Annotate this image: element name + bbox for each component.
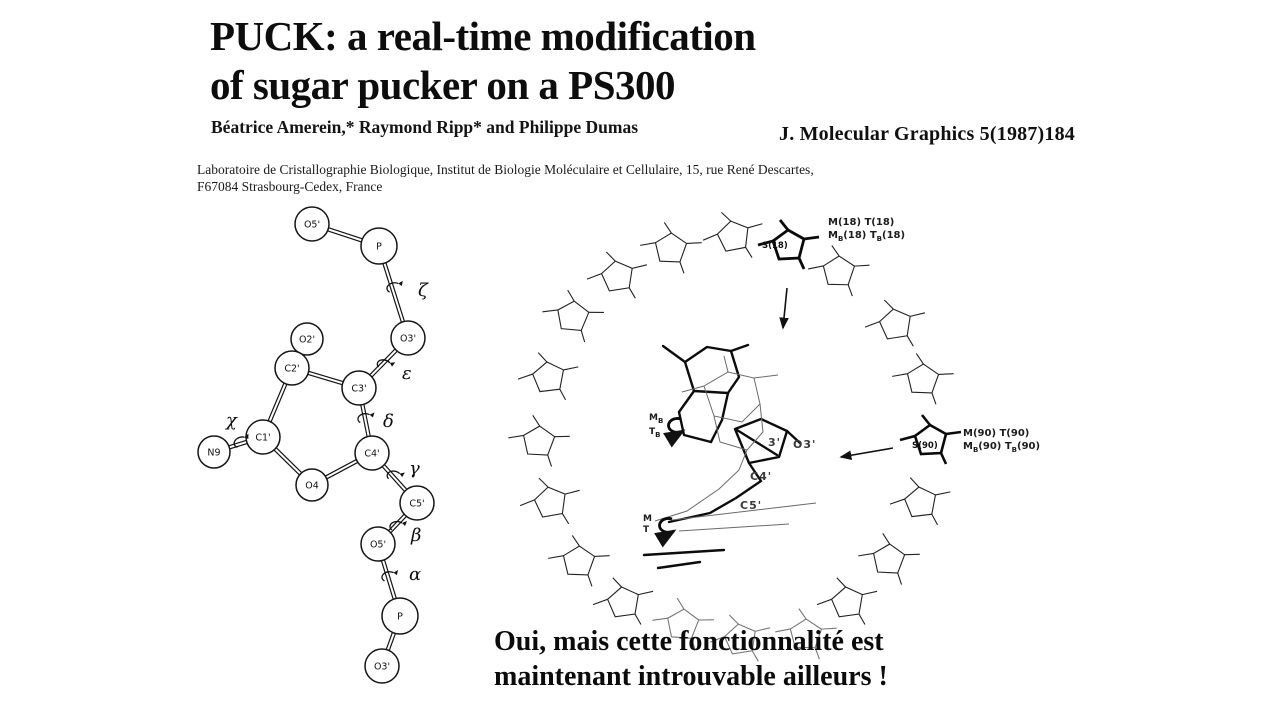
sugar-conformer: [546, 533, 611, 587]
svg-text:C1': C1': [255, 432, 271, 444]
atom-N9: [198, 436, 230, 468]
wheel-right-label-line2: $M_B(90)$ $T_B(90)$: [963, 441, 1041, 454]
atom-C5p: [400, 486, 434, 520]
sugar-conformer: [591, 574, 656, 628]
sugar-conformer: [890, 351, 955, 405]
svg-text:O5': O5': [369, 539, 387, 551]
french-remark-line2: maintenant introuvable ailleurs !: [494, 661, 888, 692]
torsion-label-epsilon: ε: [402, 363, 412, 384]
wheel-mt-label: M T: [643, 514, 652, 535]
wheel-s18-label: S(18): [762, 241, 788, 251]
svg-text:O4: O4: [305, 480, 319, 492]
torsion-label-gamma: γ: [409, 458, 420, 479]
wheel-top-label: [828, 216, 905, 246]
svg-text:O5': O5': [303, 219, 321, 231]
central-molecule-thick: [644, 345, 800, 568]
journal-reference: J. Molecular Graphics 5(1987)184: [779, 123, 1075, 145]
torsion-label-delta: δ: [383, 411, 394, 432]
sugar-conformer: [856, 531, 922, 586]
sugar-conformer: [539, 287, 606, 344]
atom-C3p: [342, 371, 376, 405]
sugar-conformer: [888, 475, 952, 528]
arrow-from-s90: [841, 448, 893, 457]
svg-text:O3': O3': [373, 661, 391, 673]
wheel-right-label: [963, 427, 1040, 457]
wheel-mbtb-label: $M_B$ $T_B$: [649, 413, 664, 439]
sugar-ring-conformers: [506, 207, 961, 666]
sugar-conformer: [862, 296, 928, 351]
svg-text:N9: N9: [207, 447, 221, 459]
atom-O5p-top: [295, 207, 329, 241]
paper-title-line2: of sugar pucker on a PS300: [210, 62, 676, 108]
torsion-label-alpha: α: [409, 564, 422, 585]
arrow-from-s18: [783, 288, 787, 328]
atom-P-top: [361, 228, 397, 264]
paper-authors: Béatrice Amerein,* Raymond Ripp* and Philippe Dumas: [211, 117, 638, 137]
atom-C1p: [246, 420, 280, 454]
svg-text:P: P: [376, 241, 382, 253]
sugar-conformer: [516, 350, 580, 403]
pointer-arrows: [783, 288, 893, 457]
sugar-conformer: [506, 413, 572, 468]
french-remark: [494, 624, 974, 694]
affiliation-line2: F67084 Strasbourg-Cedex, France: [197, 179, 383, 194]
paper-title-line1: PUCK: a real-time modification: [210, 13, 756, 59]
pseudorotation-wheel: [506, 207, 961, 666]
atom-O3p-mid: [391, 321, 425, 355]
sugar-conformer: [700, 207, 767, 264]
wheel-top-label-line1: M(18) T(18): [828, 217, 895, 228]
wheel-top-label-line2: $M_B(18)$ $T_B(18)$: [828, 230, 906, 243]
wheel-right-label-line1: M(90) T(90): [963, 428, 1030, 439]
svg-text:C3': C3': [351, 383, 367, 395]
svg-text:C4': C4': [364, 448, 380, 460]
atom-P-bottom: [382, 598, 418, 634]
sugar-conformer: [815, 574, 880, 628]
torsion-label-beta: β: [411, 525, 422, 546]
svg-text:O3': O3': [399, 333, 417, 345]
backbone-diagram: [198, 207, 434, 683]
sugar-conformer: [584, 248, 650, 303]
paper-title: [210, 12, 910, 110]
french-remark-line1: Oui, mais cette fonctionnalité est: [494, 626, 884, 657]
sugar-conformer: [638, 220, 703, 274]
affiliation-line1: Laboratoire de Cristallographie Biologique, Institut de Biologie Moléculaire et Cellulaire, 15, rue René Descartes,: [197, 162, 814, 177]
atom-O2p: [291, 323, 323, 355]
paper-affiliation: [197, 161, 927, 195]
atom-C4p: [355, 436, 389, 470]
atom-O3p-bottom: [365, 649, 399, 683]
sugar-conformer: [806, 244, 870, 297]
sugar-conformer: [517, 473, 584, 529]
central-atom-c4: C4': [750, 470, 773, 483]
central-atom-c5: C5': [740, 499, 763, 512]
torsion-label-zeta: ζ: [418, 280, 428, 301]
torsion-label-chi: χ: [226, 410, 237, 431]
central-atom-c3: 3': [768, 436, 782, 449]
atom-C2p: [275, 351, 309, 385]
svg-text:O2': O2': [298, 334, 316, 346]
svg-text:P: P: [397, 611, 403, 623]
atom-O5p-bottom: [361, 527, 395, 561]
wheel-s90-label: S(90): [912, 441, 938, 451]
central-atom-o3: O3': [793, 438, 817, 451]
atom-O4: [296, 469, 328, 501]
svg-text:C5': C5': [409, 498, 425, 510]
svg-text:C2': C2': [284, 363, 300, 375]
